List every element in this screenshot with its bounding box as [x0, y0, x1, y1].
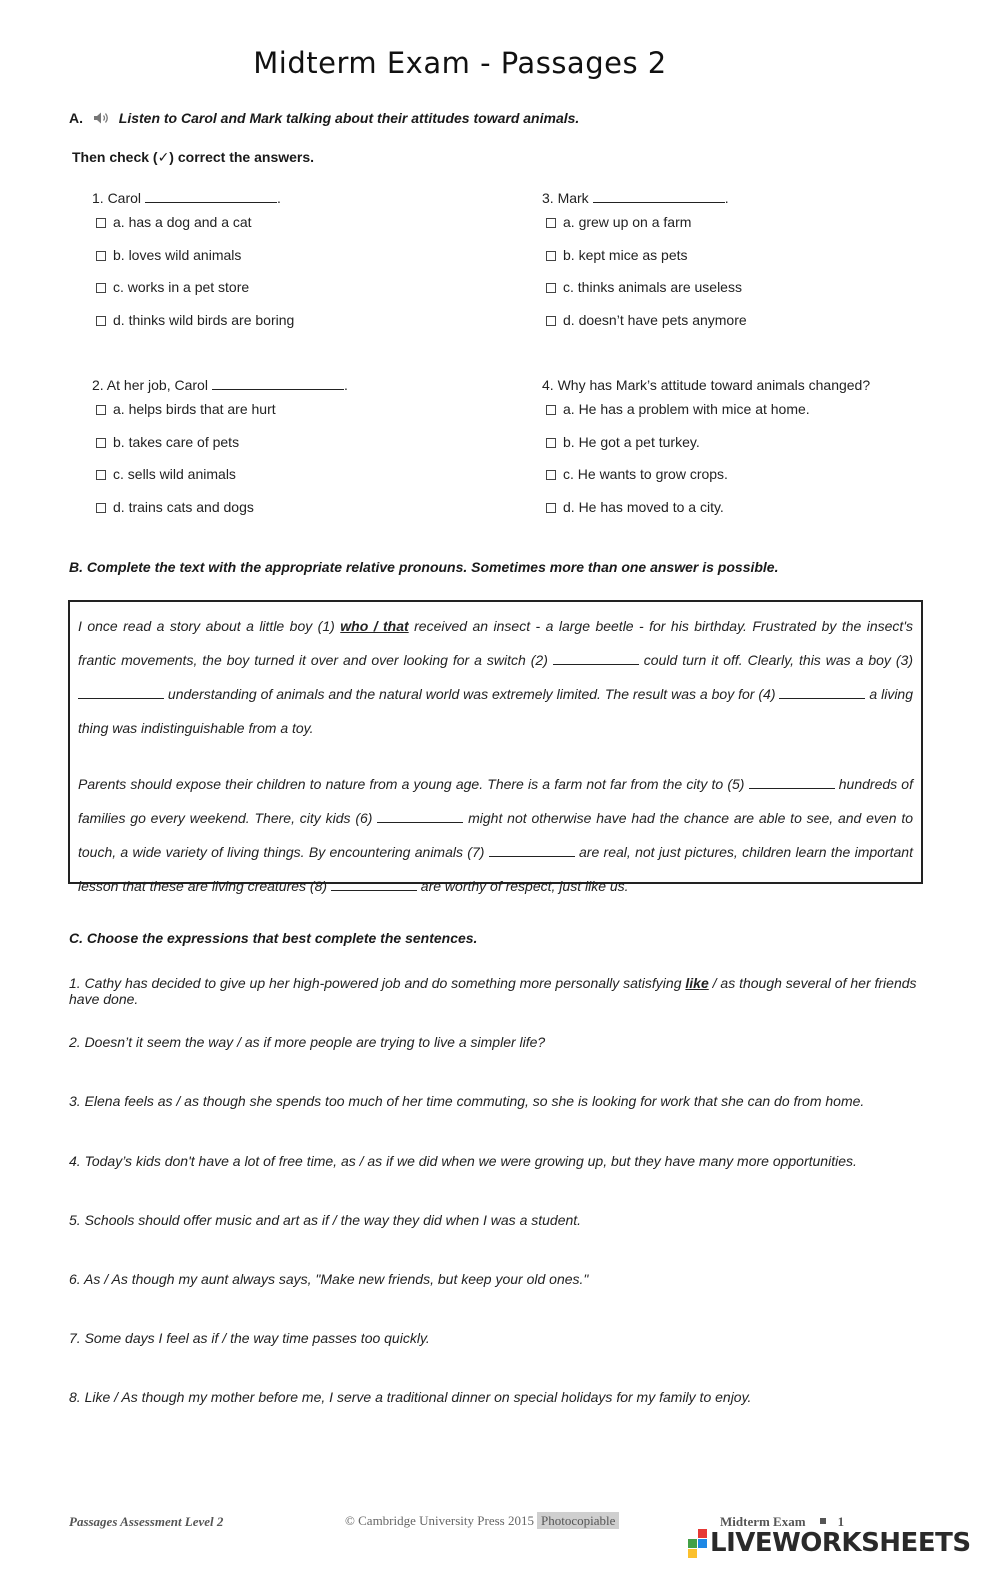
selected-answer[interactable]: like: [685, 975, 709, 991]
checkbox[interactable]: [96, 503, 106, 513]
sentence-item: 5. Schools should offer music and art as if / the way they did when I was a student.: [69, 1211, 582, 1228]
checkbox[interactable]: [96, 251, 106, 261]
section-c-heading: C. Choose the expressions that best complete the sentences.: [69, 930, 478, 946]
option: a. He has a problem with mice at home.: [542, 401, 870, 434]
option: c. thinks animals are useless: [542, 279, 747, 312]
option: d. thinks wild birds are boring: [92, 312, 294, 345]
sentence-item: 2. Doesn’t it seem the way / as if more people are trying to live a simpler life?: [69, 1034, 546, 1051]
section-a-sub-instruction: Then check (✓) correct the answers.: [72, 149, 315, 165]
option: c. works in a pet store: [92, 279, 294, 312]
page-number: 1: [837, 1514, 845, 1529]
filled-answer: who / that: [340, 618, 409, 634]
checkbox[interactable]: [546, 503, 556, 513]
option: a. helps birds that are hurt: [92, 401, 348, 434]
answer-gap-4[interactable]: [779, 684, 865, 699]
checkbox[interactable]: [96, 470, 106, 480]
section-a-letter: A.: [69, 110, 83, 126]
checkbox[interactable]: [546, 405, 556, 415]
option: b. He got a pet turkey.: [542, 434, 870, 467]
question-stem: 4. Why has Mark’s attitude toward animals changed?: [542, 377, 871, 393]
passage-box: [68, 600, 923, 894]
section-a-instruction-text: Listen to Carol and Mark talking about their attitudes toward animals.: [118, 110, 580, 126]
footer-exam: Midterm Exam 1: [720, 1514, 845, 1529]
page-title: Midterm Exam - Passages 2: [253, 46, 667, 80]
question-3: [542, 190, 747, 344]
option: b. loves wild animals: [92, 247, 294, 280]
section-b-heading: B. Complete the text with the appropriate relative pronouns. Sometimes more than one answer is possible.: [69, 559, 779, 575]
answer-blank: [593, 190, 725, 203]
sentence-item: 3. Elena feels as / as though she spends too much of her time commuting, so she is looking for work that she can do from home.: [69, 1093, 865, 1110]
passage-paragraph-1: I once read a story about a little boy (1) who / that received an insect - a large beetle - for his birthday. Frustrated by the insect's frantic movements, the boy turned it over and over looking for a switch (2) could turn it off. Clearly, this was a boy (3) understanding of animals and the natural world was extremely limited. The result was a boy for (4) a living thing was indistinguishable from a toy.: [78, 618, 913, 736]
answer-gap-3[interactable]: [78, 684, 164, 699]
option: d. He has moved to a city.: [542, 499, 870, 532]
answer-gap-8[interactable]: [331, 876, 417, 891]
checkbox[interactable]: [96, 438, 106, 448]
option: c. He wants to grow crops.: [542, 466, 870, 499]
sentence-item: 6. As / As though my aunt always says, "Make new friends, but keep your old ones.": [69, 1270, 589, 1287]
option: a. grew up on a farm: [542, 214, 747, 247]
passage-paragraph-2: Parents should expose their children to nature from a young age. There is a farm not far from the city to (5) hundreds of families go every weekend. There, city kids (6) might not otherwise have had the chance are able to see, and even to touch, a wide variety of living things. By encountering animals (7) are real, not just pictures, children learn the important lesson that these are living creatures (8) are worthy of respect, just like us.: [78, 776, 914, 894]
footer-series: Passages Assessment Level 2: [69, 1514, 224, 1529]
question-1: [92, 190, 294, 344]
square-bullet-icon: [820, 1518, 826, 1524]
speaker-icon[interactable]: [93, 111, 111, 125]
checkbox[interactable]: [96, 316, 106, 326]
checkbox[interactable]: [546, 438, 556, 448]
section-a-instruction: [69, 110, 579, 126]
checkbox[interactable]: [546, 470, 556, 480]
liveworksheets-logo[interactable]: [688, 1528, 971, 1558]
option: b. kept mice as pets: [542, 247, 747, 280]
answer-gap-7[interactable]: [489, 842, 575, 857]
logo-mark-icon: [688, 1529, 707, 1558]
question-4: [542, 377, 870, 531]
answer-gap-5[interactable]: [749, 774, 835, 789]
section-c-list: [69, 975, 949, 1449]
photocopiable-label: Photocopiable: [537, 1512, 619, 1529]
checkbox[interactable]: [96, 218, 106, 228]
checkbox[interactable]: [546, 283, 556, 293]
sentence-item: 4. Today’s kids don't have a lot of free time, as / as if we did when we were growing up, but they have many more opportunities.: [69, 1152, 857, 1169]
question-2: [92, 377, 348, 531]
question-stem: 1. Carol .: [92, 190, 281, 206]
sentence-item: 7. Some days I feel as if / the way time passes too quickly.: [69, 1330, 430, 1347]
option: c. sells wild animals: [92, 466, 348, 499]
checkbox[interactable]: [96, 283, 106, 293]
answer-gap-6[interactable]: [377, 808, 463, 823]
checkbox[interactable]: [96, 405, 106, 415]
question-stem: 3. Mark .: [542, 190, 729, 206]
brand-name: LIVEWORKSHEETS: [710, 1528, 971, 1558]
answer-blank: [212, 377, 344, 390]
checkbox[interactable]: [546, 251, 556, 261]
option: b. takes care of pets: [92, 434, 348, 467]
answer-blank: [145, 190, 277, 203]
option: d. doesn’t have pets anymore: [542, 312, 747, 345]
sentence-item: 8. Like / As though my mother before me, I serve a traditional dinner on special holidays for my family to enjoy.: [69, 1389, 752, 1406]
footer-copyright: © Cambridge University Press 2015 Photocopiable: [345, 1513, 619, 1529]
checkbox[interactable]: [546, 316, 556, 326]
sentence-item: 1. Cathy has decided to give up her high-powered job and do something more personally satisfying like / as though several of her friends have done.: [69, 975, 917, 1007]
checkbox[interactable]: [546, 218, 556, 228]
question-stem: 2. At her job, Carol .: [92, 377, 348, 393]
option: a. has a dog and a cat: [92, 214, 294, 247]
answer-gap-2[interactable]: [553, 650, 639, 665]
option: d. trains cats and dogs: [92, 499, 348, 532]
